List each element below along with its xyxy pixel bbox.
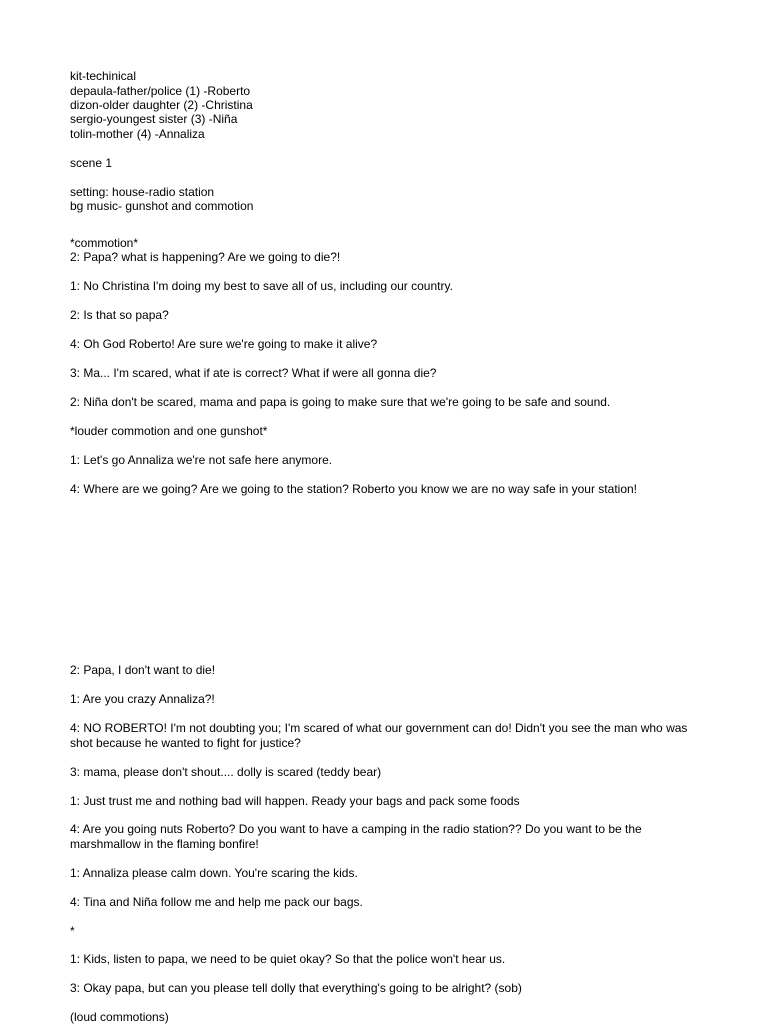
- stage-direction: *commotion*: [70, 236, 139, 250]
- dialogue-line: 4: Where are we going? Are we going to the station? Roberto you know we are no way safe in your station!: [70, 482, 637, 496]
- dialogue-line: 4: Are you going nuts Roberto? Do you want to have a camping in the radio station?? Do you want to be the marshmallow in the flaming bonfire!: [70, 822, 646, 851]
- dialogue-line: 4: Oh God Roberto! Are sure we're going to make it alive?: [70, 337, 378, 351]
- dialogue-line: 1: Annaliza please calm down. You're scaring the kids.: [70, 866, 358, 880]
- setting-line: setting: house-radio station: [70, 185, 215, 199]
- stage-direction: *louder commotion and one gunshot*: [70, 424, 268, 438]
- cast-line-roberto: depaula-father/police (1) -Roberto: [70, 84, 251, 98]
- dialogue-line: 2: Papa, I don't want to die!: [70, 663, 216, 677]
- cast-line-annaliza: tolin-mother (4) -Annaliza: [70, 127, 205, 141]
- dialogue-line: 4: Tina and Niña follow me and help me pack our bags.: [70, 895, 363, 909]
- cast-line-christina: dizon-older daughter (2) -Christina: [70, 98, 253, 112]
- dialogue-line: 1: Kids, listen to papa, we need to be quiet okay? So that the police won't hear us.: [70, 952, 506, 966]
- dialogue-line: 1: Just trust me and nothing bad will happen. Ready your bags and pack some foods: [70, 794, 520, 808]
- scene-break-marker: *: [70, 924, 75, 938]
- stage-direction: (loud commotions): [70, 1010, 169, 1024]
- bg-music-line: bg music- gunshot and commotion: [70, 199, 254, 213]
- dialogue-line: 3: Ma... I'm scared, what if ate is correct? What if were all gonna die?: [70, 366, 437, 380]
- dialogue-line: 4: NO ROBERTO! I'm not doubting you; I'm scared of what our government can do! Didn't you see the man who was shot because he wanted to fight for justice?: [70, 721, 691, 750]
- dialogue-line: 2: Niña don't be scared, mama and papa is going to make sure that we're going to be safe and sound.: [70, 395, 611, 409]
- dialogue-line: 2: Is that so papa?: [70, 308, 169, 322]
- dialogue-line: 1: No Christina I'm doing my best to save all of us, including our country.: [70, 279, 453, 293]
- cast-title: kit-techinical: [70, 69, 137, 83]
- scene-heading: scene 1: [70, 156, 113, 170]
- dialogue-line: 1: Are you crazy Annaliza?!: [70, 692, 215, 706]
- dialogue-line: 2: Papa? what is happening? Are we going to die?!: [70, 250, 341, 264]
- cast-line-nina: sergio-youngest sister (3) -Niña: [70, 112, 238, 126]
- dialogue-line: 3: mama, please don't shout.... dolly is scared (teddy bear): [70, 765, 382, 779]
- dialogue-line: 1: Let's go Annaliza we're not safe here anymore.: [70, 453, 333, 467]
- dialogue-line: 3: Okay papa, but can you please tell dolly that everything's going to be alright? (sob): [70, 981, 522, 995]
